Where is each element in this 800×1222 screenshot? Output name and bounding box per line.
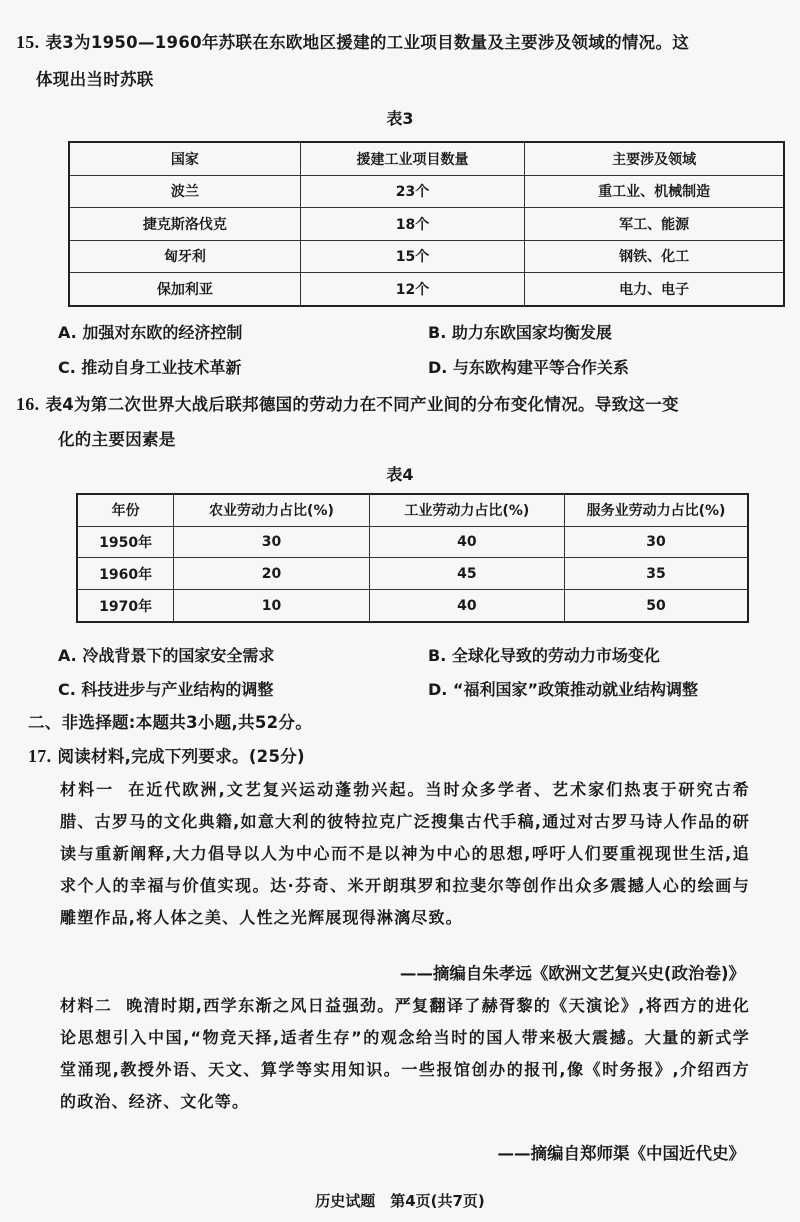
q17-number: 17. xyxy=(28,746,52,766)
table4-header-cell: 工业劳动力占比(%) xyxy=(369,494,564,526)
table4-cell: 40 xyxy=(369,526,564,558)
table4-header-cell: 服务业劳动力占比(%) xyxy=(565,494,748,526)
table4-cell: 30 xyxy=(565,526,748,558)
table3-header-cell: 国家 xyxy=(69,142,300,175)
table4-cell: 50 xyxy=(565,590,748,622)
q15-stem-line1 xyxy=(16,31,689,54)
table3-row xyxy=(69,240,784,272)
q15-option-d[interactable]: D. 与东欧构建平等合作关系 xyxy=(428,358,629,377)
material2-paragraph xyxy=(60,990,750,1118)
table3-cell: 波兰 xyxy=(69,175,300,207)
table4-caption: 表4 xyxy=(386,465,414,484)
table3-cell: 军工、能源 xyxy=(525,208,784,240)
table4-cell: 1970年 xyxy=(77,590,174,622)
table3-cell: 18个 xyxy=(300,208,524,240)
table3-cell: 12个 xyxy=(300,273,524,306)
table4 xyxy=(76,493,749,623)
table3-row xyxy=(69,208,784,240)
q15-option-c[interactable]: C. 推动自身工业技术革新 xyxy=(58,358,242,377)
table4-cell: 45 xyxy=(369,558,564,590)
material1-paragraph xyxy=(60,774,750,934)
q17-stem xyxy=(28,745,305,768)
table3-header-cell: 主要涉及领域 xyxy=(525,142,784,175)
table3-cell: 15个 xyxy=(300,240,524,272)
table4-cell: 1950年 xyxy=(77,526,174,558)
table4-header-cell: 年份 xyxy=(77,494,174,526)
table3-row xyxy=(69,175,784,207)
table3-caption: 表3 xyxy=(386,109,414,128)
material2-source: ——摘编自郑师渠《中国近代史》 xyxy=(497,1144,745,1163)
table3-cell: 23个 xyxy=(300,175,524,207)
q16-option-c[interactable]: C. 科技进步与产业结构的调整 xyxy=(58,680,274,699)
q15-number: 15. xyxy=(16,32,40,52)
q16-number: 16. xyxy=(16,394,40,414)
section2-heading: 二、非选择题:本题共3小题,共52分。 xyxy=(28,713,313,732)
table4-cell: 40 xyxy=(369,590,564,622)
q15-option-a[interactable]: A. 加强对东欧的经济控制 xyxy=(58,323,243,342)
material1-source: ——摘编自朱孝远《欧洲文艺复兴史(政治卷)》 xyxy=(399,964,745,983)
table4-header-row xyxy=(77,494,748,526)
table3 xyxy=(68,141,785,307)
table3-cell: 电力、电子 xyxy=(525,273,784,306)
table4-row xyxy=(77,590,748,622)
table4-cell: 10 xyxy=(174,590,369,622)
table3-cell: 保加利亚 xyxy=(69,273,300,306)
q16-stem-line2: 化的主要因素是 xyxy=(58,430,176,449)
q15-option-b[interactable]: B. 助力东欧国家均衡发展 xyxy=(428,323,612,342)
material2-text: 晚清时期,西学东渐之风日益强劲。严复翻译了赫胥黎的《天演论》,将西方的进化论思想引入中国,“物竞天择,适者生存”的观念给当时的国人带来极大震撼。大量的新式学堂涌现,教授外语、天文、算学等实用知识。一些报馆创办的报刊,像《时务报》,介绍西方的政治、经济、文化等。 xyxy=(60,996,750,1111)
table3-header-row xyxy=(69,142,784,175)
material2-label: 材料二 xyxy=(60,996,113,1015)
q16-option-b[interactable]: B. 全球化导致的劳动力市场变化 xyxy=(428,646,660,665)
table3-cell: 匈牙利 xyxy=(69,240,300,272)
table4-row xyxy=(77,558,748,590)
material1-label: 材料一 xyxy=(60,780,115,799)
table4-cell: 30 xyxy=(174,526,369,558)
table3-cell: 钢铁、化工 xyxy=(525,240,784,272)
table4-header-cell: 农业劳动力占比(%) xyxy=(174,494,369,526)
table4-cell: 20 xyxy=(174,558,369,590)
q15-stem-line2: 体现出当时苏联 xyxy=(36,70,154,89)
table4-row xyxy=(77,526,748,558)
page-footer: 历史试题 第4页(共7页) xyxy=(315,1192,485,1210)
q17-stem-text: 阅读材料,完成下列要求。(25分) xyxy=(57,747,305,766)
table4-cell: 35 xyxy=(565,558,748,590)
table3-row xyxy=(69,273,784,306)
table3-cell: 捷克斯洛伐克 xyxy=(69,208,300,240)
q16-stem-text1: 表4为第二次世界大战后联邦德国的劳动力在不同产业间的分布变化情况。导致这一变 xyxy=(45,395,679,414)
table4-cell: 1960年 xyxy=(77,558,174,590)
q16-option-a[interactable]: A. 冷战背景下的国家安全需求 xyxy=(58,646,275,665)
table3-header-cell: 援建工业项目数量 xyxy=(300,142,524,175)
table3-cell: 重工业、机械制造 xyxy=(525,175,784,207)
q16-option-d[interactable]: D. “福利国家”政策推动就业结构调整 xyxy=(428,680,698,699)
q16-stem-line1 xyxy=(16,393,679,416)
material1-text: 在近代欧洲,文艺复兴运动蓬勃兴起。当时众多学者、艺术家们热衷于研究古希腊、古罗马的文化典籍,如意大利的彼特拉克广泛搜集古代手稿,通过对古罗马诗人作品的研读与重新阐释,大力倡导以人为中心而不是以神为中心的思想,呼吁人们要重视现世生活,追求个人的幸福与价值实现。达·芬奇、米开朗琪罗和拉斐尔等创作出众多震撼人心的绘画与雕塑作品,将人体之美、人性之光辉展现得淋漓尽致。 xyxy=(60,780,750,927)
q15-stem-text1: 表3为1950—1960年苏联在东欧地区援建的工业项目数量及主要涉及领域的情况。这 xyxy=(45,33,690,52)
